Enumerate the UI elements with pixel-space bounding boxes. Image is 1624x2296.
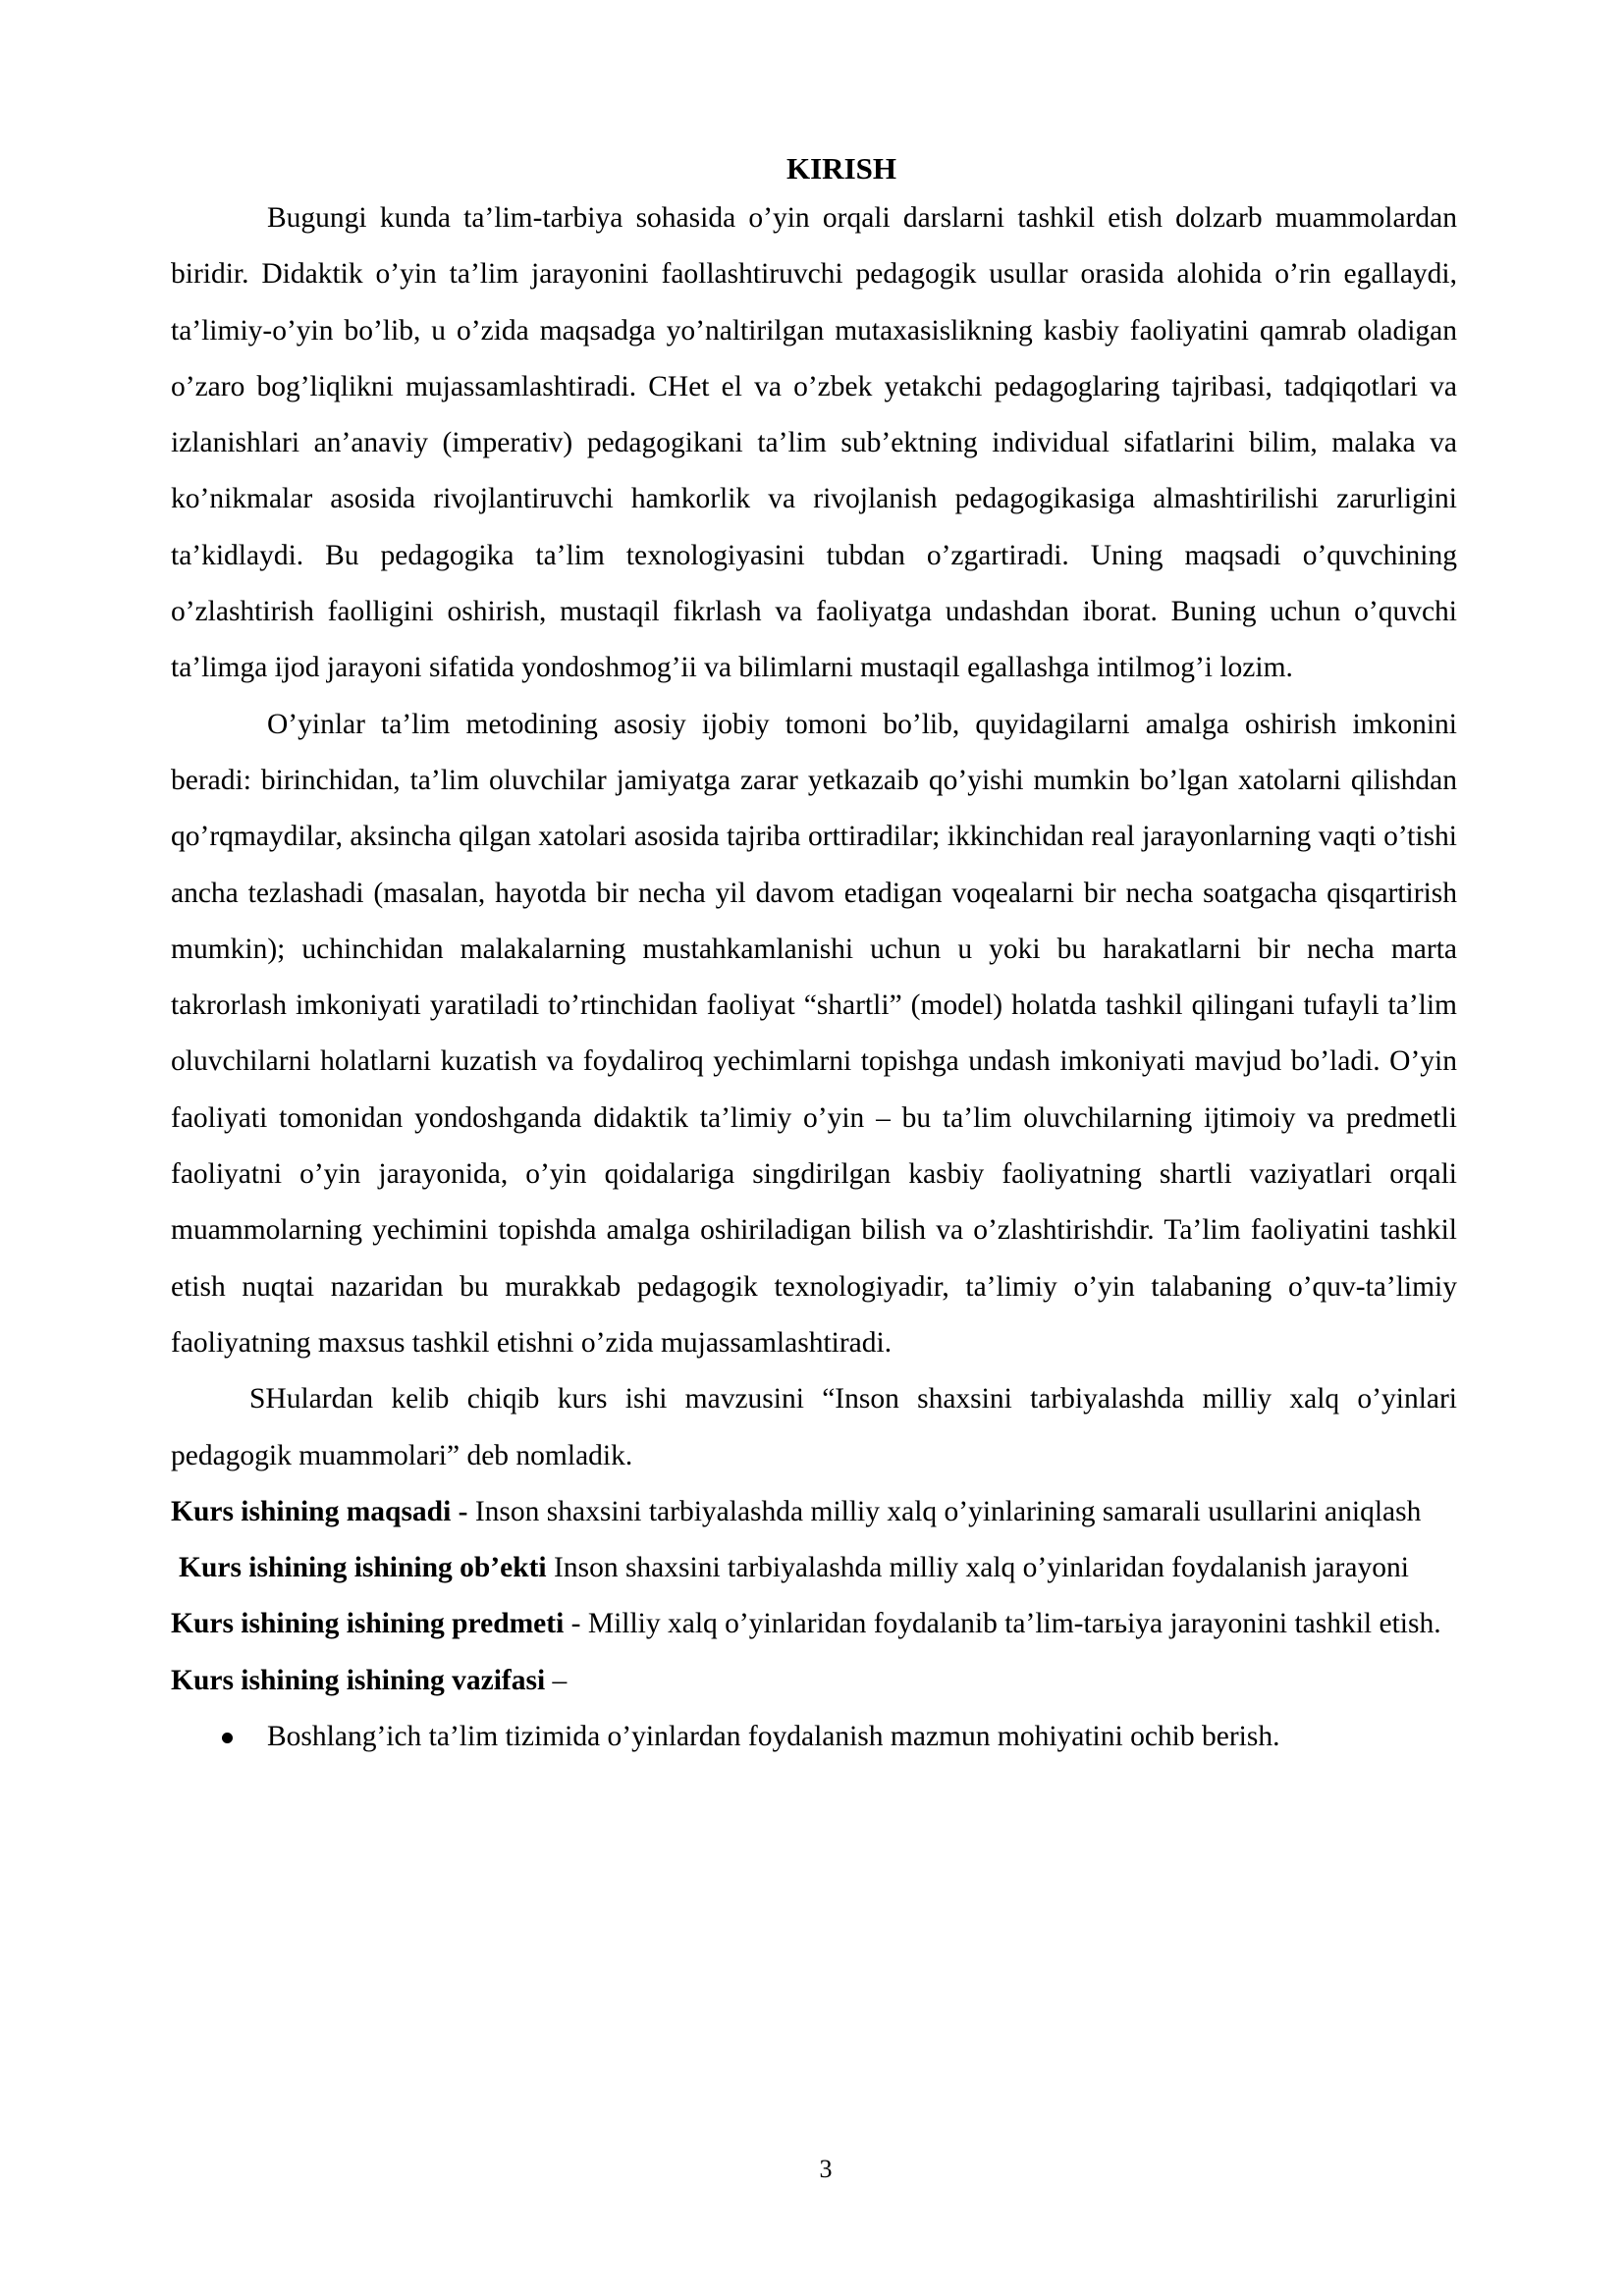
course-goal-label: Kurs ishining maqsadi - [171,1495,468,1527]
course-goal-text: Inson shaxsini tarbiyalashda milliy xalq o’yinlarining samarali usullarini aniqlash [467,1495,1422,1527]
course-subject [171,1596,1457,1652]
list-item [171,1709,1457,1765]
course-subject-label: Kurs ishining ishining predmeti [171,1608,565,1640]
course-object-label: Kurs ishining ishining ob’ekti [179,1552,547,1584]
tasks-list [171,1709,1457,1765]
section-title: KIRISH [786,151,896,186]
intro-paragraph-3: SHulardan kelib chiqib kurs ishi mavzusini “Inson shaxsini tarbiyalashda milliy xalq o’yinlari pedagogik muammolari” deb nomladik. [171,1383,1457,1471]
course-object [171,1540,1457,1596]
course-subject-text: - Milliy xalq o’yinlaridan foydalanib ta’lim-tarьiya jarayonini tashkil etish. [564,1608,1441,1640]
course-tasks [171,1653,1457,1709]
document-page [171,147,1457,1765]
intro-paragraph-1: Bugungi kunda ta’lim-tarbiya sohasida o’yin orqali darslarni tashkil etish dolzarb muammolardan biridir. Didaktik o’yin ta’lim jarayonini faollashtiruvchi pedagogik usullar orasida alohida o’rin egallaydi, ta’limiy-o’yin bo’lib, u o’zida maqsadga yo’naltirilgan mutaxasislikning kasbiy faoliyatini qamrab oladigan o’zaro bog’liqlikni mujassamlashtiradi. CHet el va o’zbek yetakchi pedagoglaring tajribasi, tadqiqotlari va izlanishlari an’anaviy (imperativ) pedagogikani ta’lim sub’ektning individual sifatlarini bilim, malaka va ko’nikmalar asosida rivojlantiruvchi hamkorlik va rivojlanish pedagogikasiga almashtirilishi zarurligini ta’kidlaydi. Bu pedagogika ta’lim texnologiyasini tubdan o’zgartiradi. Uning maqsadi o’quvchining o’zlashtirish faolligini oshirish, mustaqil fikrlash va faoliyatga undashdan iborat. Buning uchun o’quvchi ta’limga ijod jarayoni sifatida yondoshmog’ii va bilimlarni mustaqil egallashga intilmog’i lozim. [171,202,1457,684]
course-goal [171,1484,1457,1540]
course-tasks-label: Kurs ishining ishining vazifasi [171,1664,546,1696]
course-tasks-text: – [545,1664,568,1696]
list-item-text: Boshlang’ich ta’lim tizimida o’yinlardan foydalanish mazmun mohiyatini ochib berish. [267,1721,1280,1753]
course-object-text: Inson shaxsini tarbiyalashda milliy xalq o’yinlaridan foydalanish jarayoni [546,1552,1409,1584]
intro-paragraph-2: O’yinlar ta’lim metodining asosiy ijobiy tomoni bo’lib, quyidagilarni amalga oshirish imkonini beradi: birinchidan, ta’lim oluvchilar jamiyatga zarar yetkazaib qo’yishi mumkin bo’lgan xatolarni qilishdan qo’rqmaydilar, aksincha qilgan xatolari asosida tajriba orttiradilar; ikkinchidan real jarayonlarning vaqti o’tishi ancha tezlashadi (masalan, hayotda bir necha yil davom etadigan voqealarni bir necha soatgacha qisqartirish mumkin); uchinchidan malakalarning mustahkamlanishi uchun u yoki bu harakatlarni bir necha marta takrorlash imkoniyati yaratiladi to’rtinchidan faoliyat “shartli” (model) holatda tashkil qilingani tufayli ta’lim oluvchilarni holatlarni kuzatish va foydaliroq yechimlarni topishga undash imkoniyati mavjud bo’ladi. O’yin faoliyati tomonidan yondoshganda didaktik ta’limiy o’yin – bu ta’lim oluvchilarning ijtimoiy va predmetli faoliyatni o’yin jarayonida, o’yin qoidalariga singdirilgan kasbiy faoliyatning shartli vaziyatlari orqali muammolarning yechimini topishda amalga oshiriladigan bilish va o’zlashtirishdir. Ta’lim faoliyatini tashkil etish nuqtai nazaridan bu murakkab pedagogik texnologiyadir, ta’limiy o’yin talabaning o’quv-ta’limiy faoliyatning maxsus tashkil etishni o’zida mujassamlashtiradi. [171,708,1457,1359]
page-number: 3 [819,2155,833,2183]
bullet-icon [222,1733,233,1743]
